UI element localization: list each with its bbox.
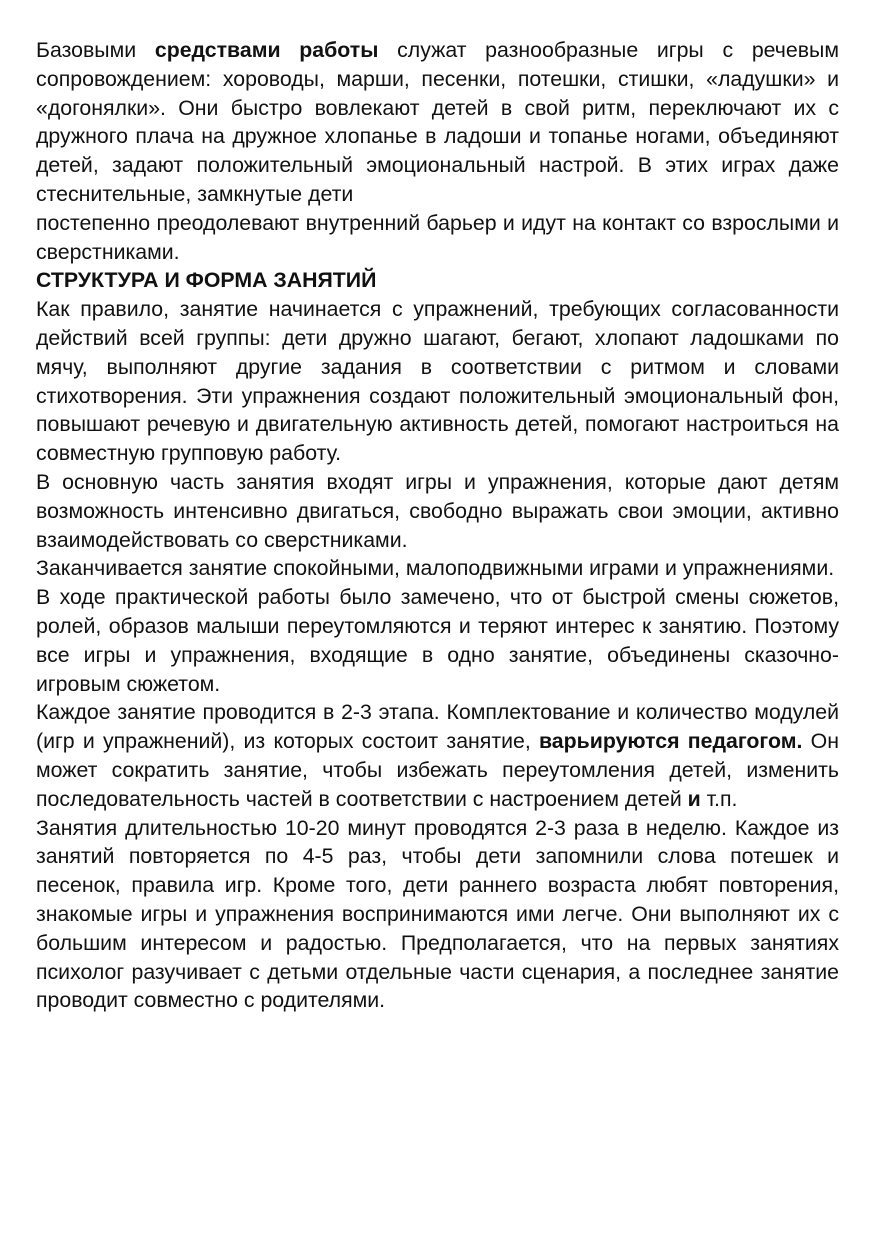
section-heading: СТРУКТУРА И ФОРМА ЗАНЯТИЙ (36, 268, 377, 293)
bold-phrase: варьируются педагогом. (539, 729, 803, 754)
paragraph-text: Базовыми (36, 38, 155, 62)
bold-phrase: средствами работы (154, 38, 379, 62)
paragraph-lesson-start: Как правило, занятие начинается с упражнений, требующих согласованности действий всей группы: дети дружно шагают, бегают, хлопают ладошками по мячу, выполняют другие задания в соответствии с ритмом и словами стихотворения. Эти упражнения создают положительный эмоциональный фон, повышают речевую и двигательную активность детей, помогают настроиться на совместную групповую работу. (36, 297, 839, 466)
paragraph-text: Он может сократить занятие, чтобы избежать переутомления детей, изменить последовательность частей в соответствии с настроением детей (36, 729, 839, 811)
paragraph-stages (36, 698, 839, 813)
paragraph-main-part: В основную часть занятия входят игры и упражнения, которые дают детям возможность интенсивно двигаться, свободно выражать свои эмоции, активно взаимодействовать со сверстниками. (36, 469, 839, 552)
paragraph-text: Каждое занятие проводится в 2-3 этапа. Комплектование и количество модулей (игр и упражнений), из которых состоит занятие, (36, 700, 839, 754)
paragraph-means-of-work (36, 36, 839, 209)
paragraph-duration: Занятия длительностью 10-20 минут проводятся 2-3 раза в неделю. Каждое из занятий повторяется по 4-5 раз, чтобы дети запомнили слова потешек и песенок, правила игр. Кроме того, дети раннего возраста любят повторения, знакомые игры и упражнения воспринимаются ими легче. Они выполняют их с большим интересом и радостью. Предполагается, что на первых занятиях психолог разучивает с детьми отдельные части сценария, а последнее занятие проводит совместно с родителями. (36, 815, 839, 1013)
paragraph-text: служат разнообразные игры с речевым сопровождением: хороводы, марши, песенки, потешки, стишки, «ладушки» и «догонялки». Они быстро вовлекают детей в свой ритм, переключают их с дружного плача на дружное хлопанье в ладоши и топанье ногами, объединяют детей, задают положительный эмоциональный настрой. В этих играх даже стеснительные, замкнутые дети (36, 38, 840, 206)
paragraph-text: т.п. (700, 786, 738, 811)
document-page (36, 36, 839, 1015)
bold-conjunction: и (687, 786, 701, 811)
paragraph-practical-work: В ходе практической работы было замечено, что от быстрой смены сюжетов, ролей, образов малыши переутомляются и теряют интерес к занятию. Поэтому все игры и упражнения, входящие в одно занятие, объединены сказочно-игровым сюжетом. (36, 585, 839, 696)
paragraph-lesson-end: Заканчивается занятие спокойными, малоподвижными играми и упражнениями. (36, 556, 835, 581)
paragraph-continuation: постепенно преодолевают внутренний барьер и идут на контакт со взрослыми и сверстниками. (36, 210, 839, 264)
